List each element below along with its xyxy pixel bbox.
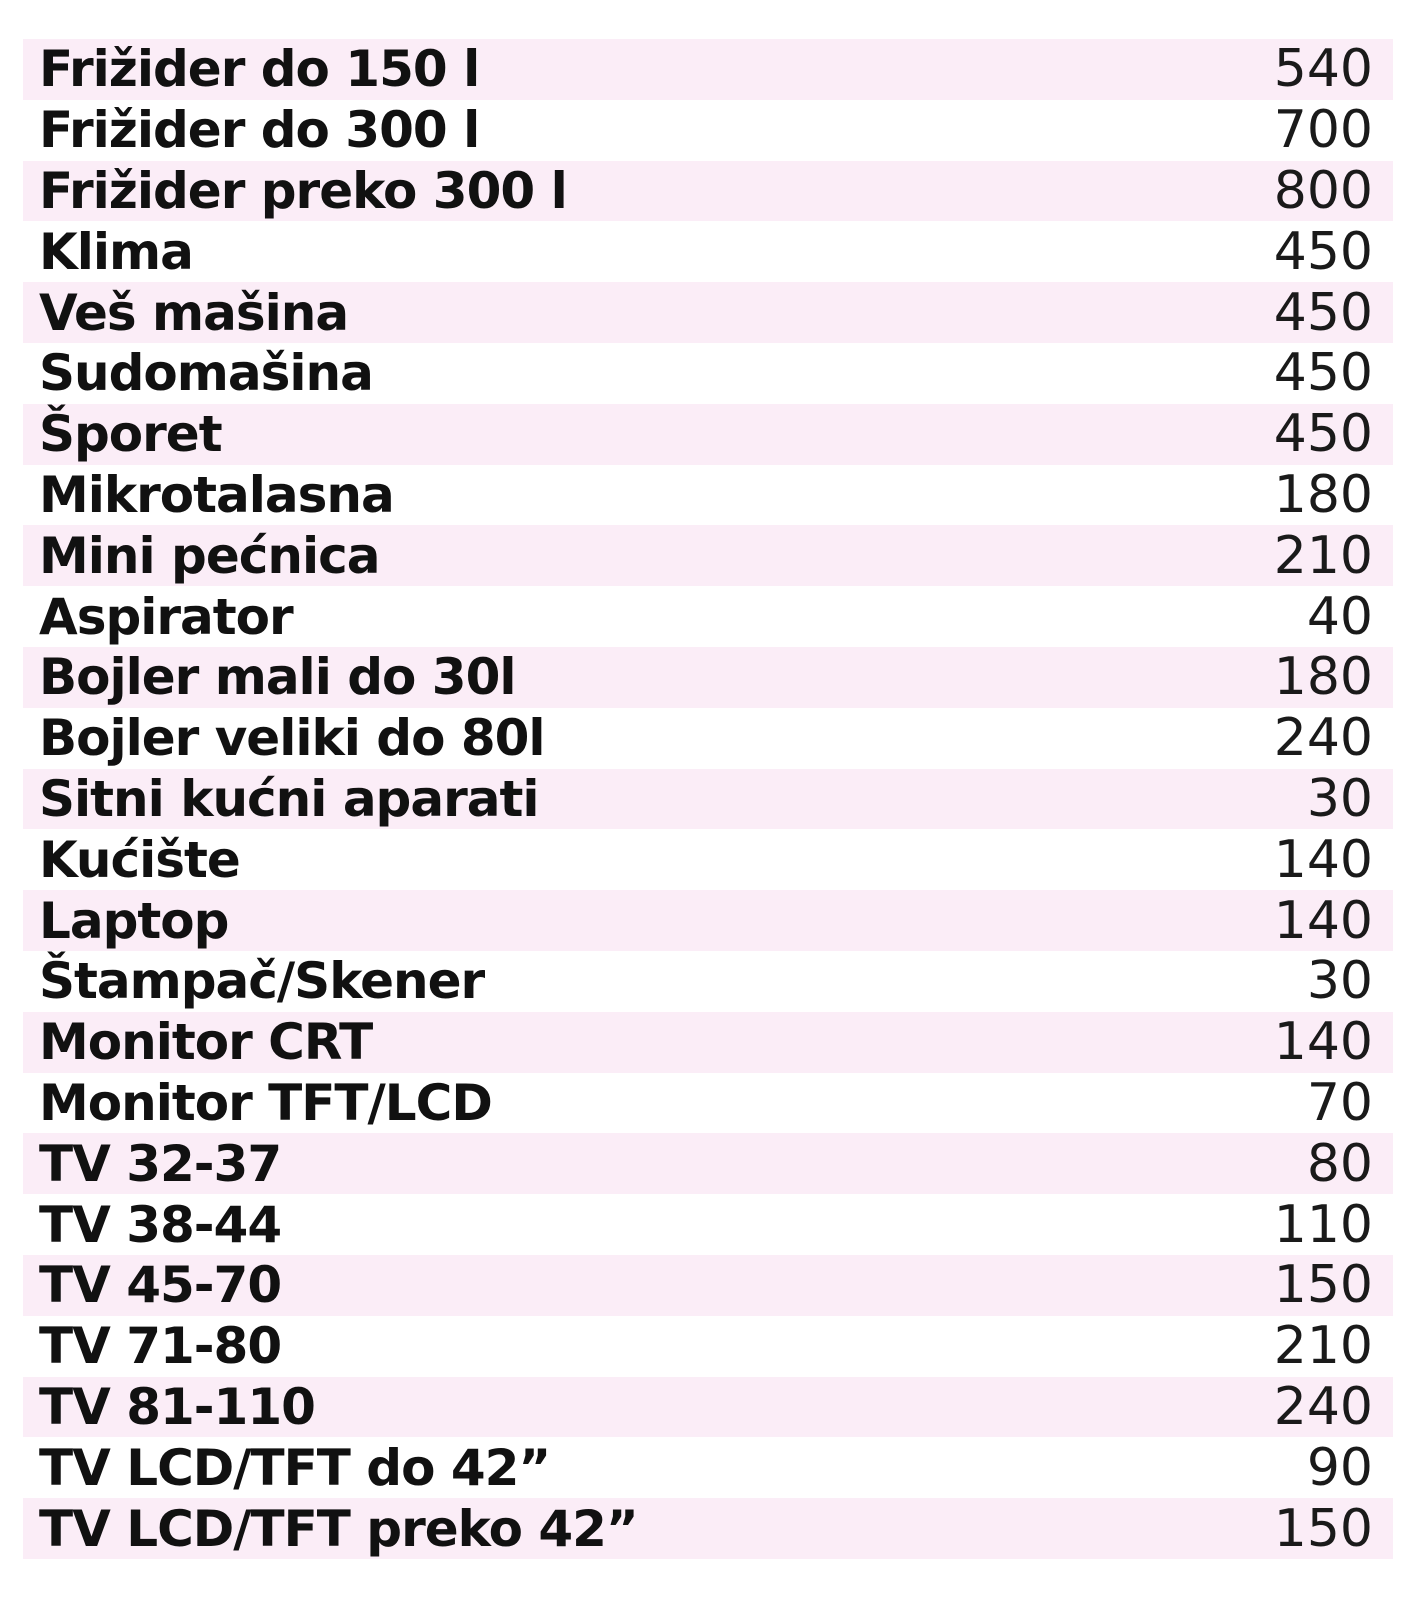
table-row [23, 100, 1393, 161]
item-price: 150 [1273, 1498, 1373, 1559]
item-price: 450 [1273, 343, 1373, 404]
item-price: 180 [1273, 647, 1373, 708]
item-price: 140 [1273, 829, 1373, 890]
item-name: Klima [39, 222, 193, 281]
item-name: Šporet [39, 405, 222, 464]
table-row [23, 951, 1393, 1012]
item-name: Sudomašina [39, 344, 373, 403]
table-row [23, 465, 1393, 526]
item-name: TV 38-44 [39, 1195, 282, 1254]
table-row [23, 161, 1393, 222]
item-name: Frižider do 300 l [39, 101, 480, 160]
item-name: Bojler veliki do 80l [39, 709, 545, 768]
table-row [23, 39, 1393, 100]
item-price: 240 [1273, 708, 1373, 769]
table-row [23, 890, 1393, 951]
item-name: Frižider do 150 l [39, 40, 480, 99]
item-price: 30 [1306, 951, 1373, 1012]
table-row [23, 829, 1393, 890]
table-row [23, 1498, 1393, 1559]
item-name: Kućište [39, 830, 240, 889]
item-price: 800 [1273, 160, 1373, 221]
item-price: 540 [1273, 39, 1373, 100]
item-name: Monitor TFT/LCD [39, 1073, 492, 1132]
table-row [23, 404, 1393, 465]
table-row [23, 221, 1393, 282]
item-price: 90 [1306, 1437, 1373, 1498]
item-name: Frižider preko 300 l [39, 161, 567, 220]
price-table [23, 39, 1393, 1559]
table-row [23, 1316, 1393, 1377]
item-price: 40 [1306, 586, 1373, 647]
table-row [23, 343, 1393, 404]
item-price: 240 [1273, 1376, 1373, 1437]
item-name: Laptop [39, 891, 229, 950]
table-row [23, 1194, 1393, 1255]
item-name: Aspirator [39, 587, 293, 646]
table-row [23, 647, 1393, 708]
item-name: TV LCD/TFT preko 42” [39, 1499, 638, 1558]
item-name: Sitni kućni aparati [39, 769, 539, 828]
table-row [23, 1437, 1393, 1498]
item-name: TV LCD/TFT do 42” [39, 1438, 551, 1497]
table-row [23, 525, 1393, 586]
item-price: 80 [1306, 1133, 1373, 1194]
item-price: 210 [1273, 525, 1373, 586]
item-price: 70 [1306, 1072, 1373, 1133]
item-name: Monitor CRT [39, 1013, 373, 1072]
item-name: Mini pećnica [39, 526, 380, 585]
item-price: 140 [1273, 890, 1373, 951]
table-row [23, 1255, 1393, 1316]
item-name: Bojler mali do 30l [39, 648, 516, 707]
item-name: TV 45-70 [39, 1256, 282, 1315]
item-price: 180 [1273, 464, 1373, 525]
table-row [23, 708, 1393, 769]
table-row [23, 282, 1393, 343]
item-price: 30 [1306, 768, 1373, 829]
item-price: 210 [1273, 1316, 1373, 1377]
item-price: 110 [1273, 1194, 1373, 1255]
table-row [23, 586, 1393, 647]
item-price: 450 [1273, 221, 1373, 282]
item-price: 150 [1273, 1255, 1373, 1316]
item-name: Veš mašina [39, 283, 349, 342]
table-row [23, 1133, 1393, 1194]
table-row [23, 1012, 1393, 1073]
item-name: Štampač/Skener [39, 952, 485, 1011]
item-price: 450 [1273, 282, 1373, 343]
item-price: 140 [1273, 1012, 1373, 1073]
item-name: TV 81-110 [39, 1377, 315, 1436]
item-name: Mikrotalasna [39, 465, 394, 524]
table-row [23, 1073, 1393, 1134]
item-name: TV 71-80 [39, 1317, 282, 1376]
item-name: TV 32-37 [39, 1134, 282, 1193]
item-price: 450 [1273, 404, 1373, 465]
table-row [23, 769, 1393, 830]
item-price: 700 [1273, 100, 1373, 161]
table-row [23, 1377, 1393, 1438]
